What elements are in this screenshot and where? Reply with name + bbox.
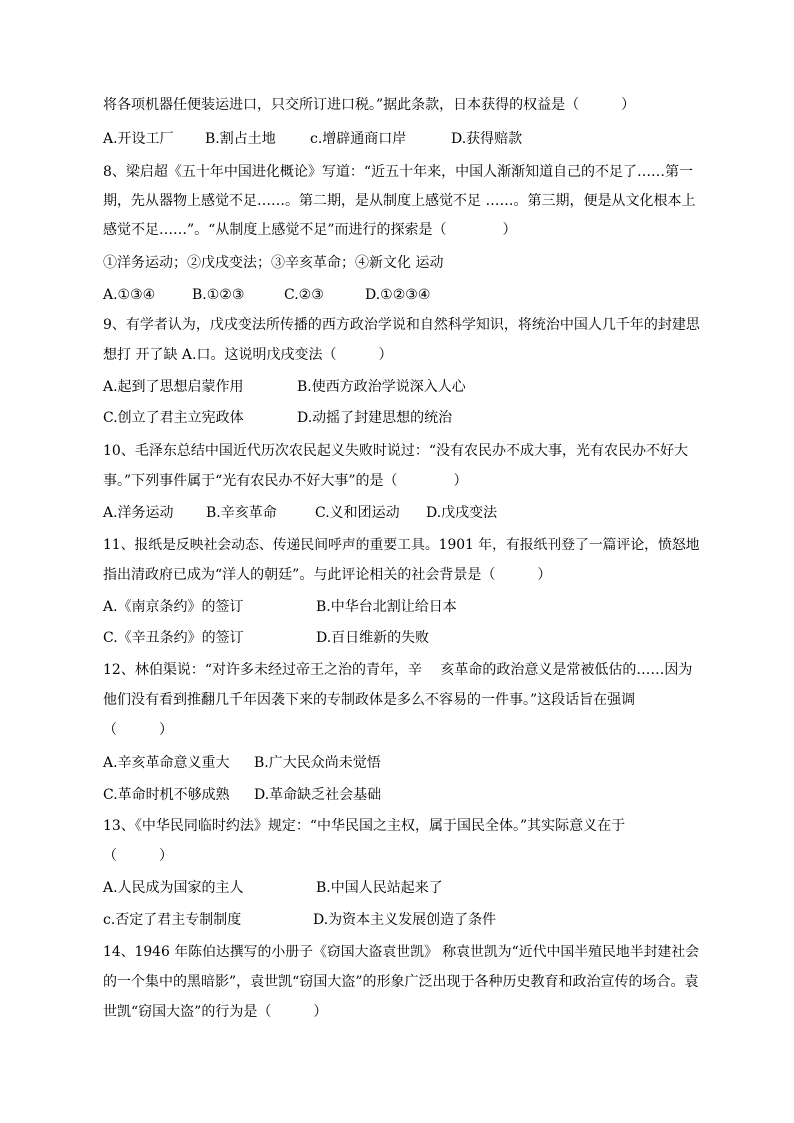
q7-option-d: D.获得赔款 [451,131,523,147]
q8-option-a: A.①③④ [103,287,156,303]
q11-stem-line-1: 11、报纸是反映社会动态、传递民间呼声的重要工具。1901 年，有报纸刊登了一篇评论，愤怒地 [103,537,700,553]
q11-option-a: A.《南京条约》的签订 [103,599,244,615]
q11-option-d: D.百日维新的失败 [316,630,430,646]
q14-stem-line-3: 世凯“窃国大盗”的行为是（ ） [103,1004,328,1020]
q13-option-a: A.人民成为国家的主人 [103,880,244,896]
q9-option-d: D.动摇了封建思想的统治 [297,410,453,426]
q13-answer-blank: （ ） [103,848,173,864]
q8-stem-line-2: 期，先从器物上感觉不足……。第二期，是从制度上感觉不足 ……。第三期，便是从文化根本上 [103,193,696,209]
q12-answer-blank: （ ） [103,722,173,738]
q12-option-c: C.革命时机不够成熟 [103,787,230,803]
q10-option-b: B.辛亥革命 [206,505,277,521]
q13-option-d: D.为资本主义发展创造了条件 [313,912,497,928]
q7-option-a: A.开设工厂 [103,131,174,147]
q7-option-c: c.增辟通商口岸 [310,131,407,147]
q13-stem-line-1: 13、《中华民同临时约法》规定：“中华民国之主权，属于国民全体。”其实际意义在于 [103,818,626,834]
q12-stem-line-2: 他们没有看到推翻几千年因袭下来的专制政体是多么不容易的一件事。”这段话旨在强调 [103,692,636,708]
q8-option-b: B.①②③ [192,287,245,303]
q13-option-c: c.否定了君主专制制度 [103,912,242,928]
q14-stem-line-1: 14、1946 年陈伯达撰写的小册子《窃国大盗袁世凯》 称袁世凯为“近代中国半殖民地半封建社会 [103,944,700,960]
q9-stem-line-2: 想打 开了缺 A.口。这说明戊戌变法（ ） [103,347,393,363]
q9-stem-line-1: 9、有学者认为，戊戌变法所传播的西方政治学说和自然科学知识，将统治中国人几千年的封建思 [103,317,700,333]
q9-option-a: A.起到了思想启蒙作用 [103,379,244,395]
q12-stem-line-1: 12、林伯渠说：“对许多未经过帝王之治的青年，辛 亥革命的政治意义是常被低估的……因为 [103,662,693,678]
q11-option-b: B.中华台北割让给日本 [316,599,457,615]
q8-stem-line-3: 感觉不足……”。“从制度上感觉不足”而进行的探索是（ ） [103,222,517,238]
q8-stem-line-1: 8、梁启超《五十年中国进化概论》写道：“近五十年来，中国人渐渐知道自己的不足了……第一 [103,164,694,180]
q11-option-c: C.《辛丑条约》的签订 [103,630,244,646]
q10-stem-line-2: 事。”下列事件属于“光有农民办不好大事”的是（ ） [103,473,468,489]
q12-option-b: B.广大民众尚未觉悟 [254,755,381,771]
q8-option-c: C.②③ [284,287,324,303]
q8-option-d: D.①②③④ [365,287,431,303]
q14-stem-line-2: 的一个集中的黑暗影”，袁世凯“窃国大盗”的形象广泛出现于各种历史教育和政治宣传的场合。袁 [103,974,699,990]
q12-option-a: A.辛亥革命意义重大 [103,755,230,771]
q10-option-d: D.戊戌变法 [426,505,498,521]
q10-option-a: A.洋务运动 [103,505,174,521]
q10-option-c: C.义和团运动 [315,505,400,521]
q7-stem-continued: 将各项机器任便装运进口，只交所订进口税。”据此条款，日本获得的权益是（ ） [103,97,636,113]
q7-option-b: B.割占土地 [205,131,276,147]
q10-stem-line-1: 10、毛泽东总结中国近代历次农民起义失败时说过：“没有农民办不成大事，光有农民办不好大 [103,443,688,459]
q13-option-b: B.中国人民站起来了 [316,880,443,896]
q8-choices: ①洋务运动；②戊戌变法；③辛亥革命；④新文化 运动 [103,255,444,271]
q11-stem-line-2: 指出清政府已成为“洋人的朝廷”。与此评论相关的社会背景是（ ） [103,567,552,583]
q9-option-b: B.使西方政治学说深入人心 [297,379,466,395]
q12-option-d: D.革命缺乏社会基础 [254,787,382,803]
q9-option-c: C.创立了君主立宪政体 [103,410,244,426]
